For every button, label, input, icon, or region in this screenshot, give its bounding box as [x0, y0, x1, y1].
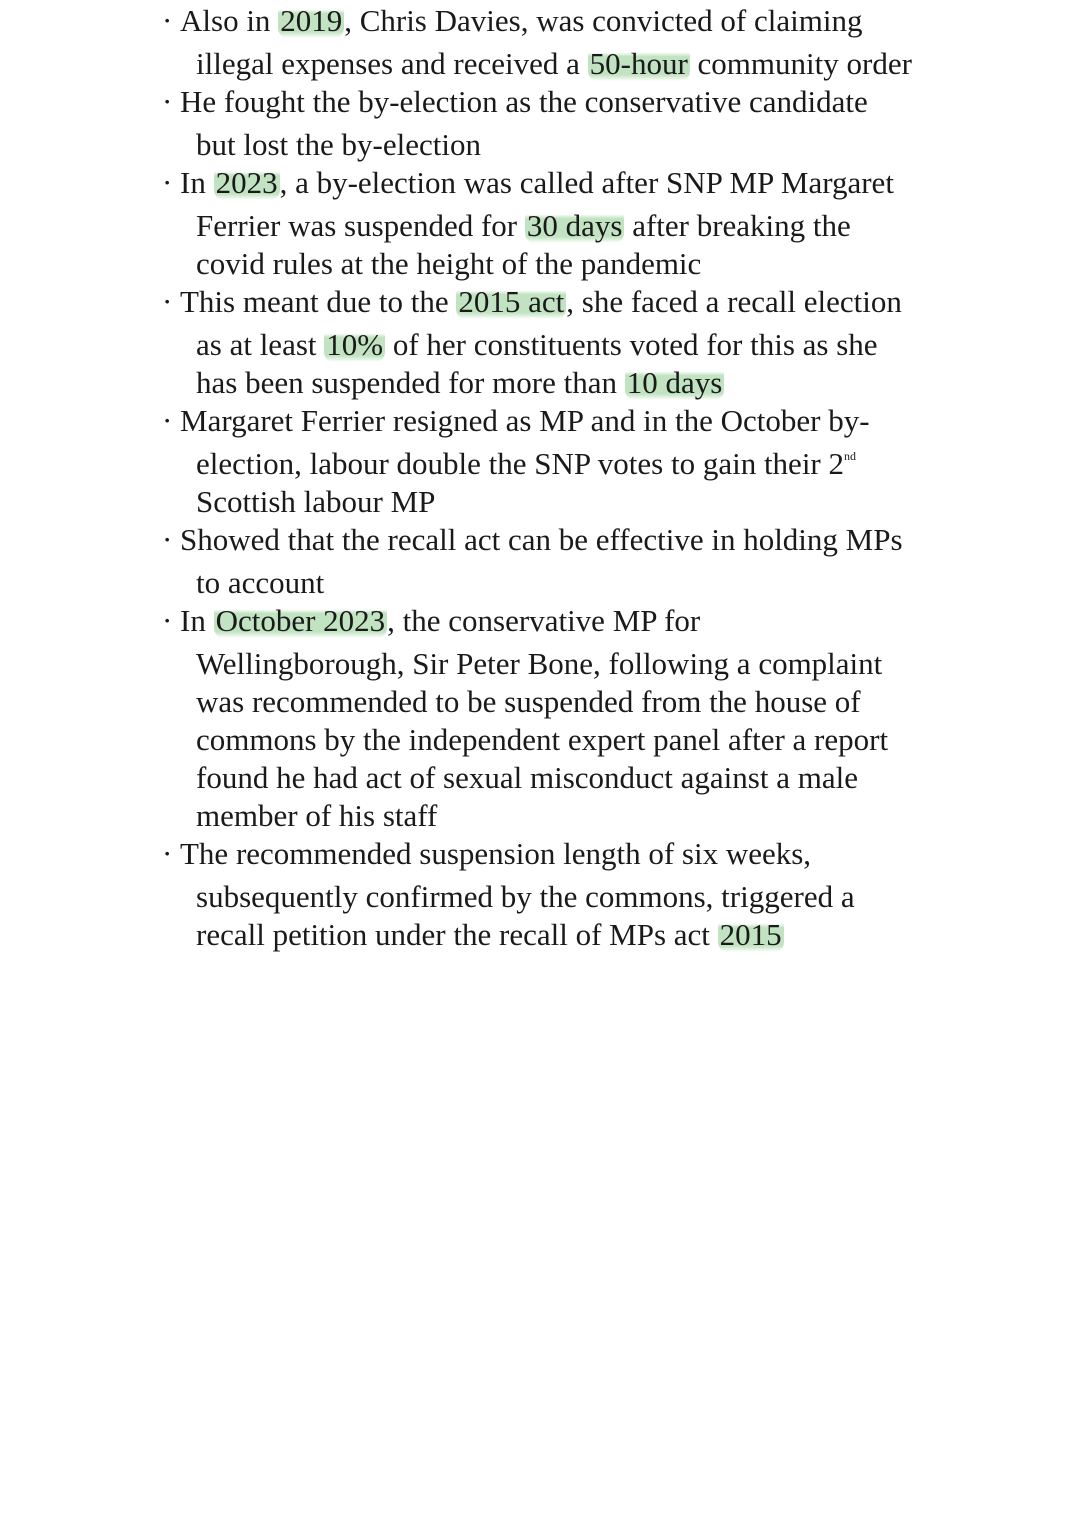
text-run: , Chris Davies, was convicted of claiming [344, 3, 863, 38]
text-run: The recommended suspension length of six weeks, [180, 836, 812, 871]
text-run: He fought the by-election as the conservative candidate [180, 84, 868, 119]
text-run: Wellingborough, Sir Peter Bone, following a complaint [196, 646, 883, 681]
bullet-line [196, 797, 962, 835]
bullet-item [162, 83, 962, 164]
bullet-list [162, 2, 962, 954]
text-run: This meant due to the [180, 284, 457, 319]
bullet-line [196, 326, 962, 364]
bullet-line [180, 402, 962, 440]
bullet-line [196, 721, 962, 759]
bullet-line [196, 207, 962, 245]
bullet-dot-icon: · [162, 165, 173, 200]
bullet-line [196, 564, 962, 602]
text-run: In [180, 603, 214, 638]
text-run: , the conservative MP for [387, 603, 701, 638]
bullet-line [196, 126, 962, 164]
highlighted-text: 2015 [719, 917, 782, 952]
bullet-line [180, 283, 962, 321]
text-run: , she faced a recall election [566, 284, 902, 319]
text-run: community order [689, 46, 912, 81]
text-run: recall petition under the recall of MPs act [196, 917, 718, 952]
bullet-dot-icon: · [162, 403, 173, 438]
highlighted-text: 2023 [215, 165, 278, 200]
bullet-line [196, 45, 962, 83]
text-run: has been suspended for more than [196, 365, 625, 400]
text-run: but lost the by-election [196, 127, 481, 162]
bullet-line [180, 164, 962, 202]
text-run: Showed that the recall act can be effective in holding MPs [180, 522, 903, 557]
highlighted-text: 10 days [626, 365, 723, 400]
bullet-line [196, 916, 962, 954]
highlighted-text: 50-hour [589, 46, 688, 81]
bullet-line [196, 245, 962, 283]
bullet-line [180, 2, 962, 40]
text-run: Ferrier was suspended for [196, 208, 525, 243]
bullet-dot-icon: · [162, 603, 173, 638]
bullet-item [162, 835, 962, 954]
bullet-item [162, 283, 962, 402]
ordinal-suffix: nd [844, 449, 857, 463]
text-run: after breaking the [624, 208, 851, 243]
text-run: covid rules at the height of the pandemic [196, 246, 702, 281]
text-run: to account [196, 565, 325, 600]
highlighted-text: 10% [326, 327, 384, 362]
bullet-dot-icon: · [162, 3, 173, 38]
text-run: In [180, 165, 214, 200]
bullet-item [162, 164, 962, 283]
highlighted-text: 30 days [526, 208, 623, 243]
bullet-line [196, 445, 962, 483]
bullet-line [180, 602, 962, 640]
bullet-line [196, 364, 962, 402]
text-run: Scottish labour MP [196, 484, 436, 519]
text-run: found he had act of sexual misconduct against a male [196, 760, 858, 795]
bullet-dot-icon: · [162, 84, 173, 119]
bullet-line [196, 759, 962, 797]
bullet-line [196, 483, 962, 521]
text-run: Also in [180, 3, 279, 38]
bullet-item [162, 2, 962, 83]
highlighted-text: October 2023 [215, 603, 386, 638]
bullet-item [162, 521, 962, 602]
highlighted-text: 2019 [280, 3, 343, 38]
text-run: , a by-election was called after SNP MP Margaret [279, 165, 894, 200]
text-run: subsequently confirmed by the commons, triggered a [196, 879, 855, 914]
bullet-line [196, 645, 962, 683]
text-run: illegal expenses and received a [196, 46, 588, 81]
bullet-item [162, 402, 962, 521]
bullet-line [196, 683, 962, 721]
bullet-line [196, 878, 962, 916]
bullet-dot-icon: · [162, 284, 173, 319]
bullet-line [180, 835, 962, 873]
text-run: member of his staff [196, 798, 438, 833]
bullet-dot-icon: · [162, 836, 173, 871]
text-run: was recommended to be suspended from the house of [196, 684, 861, 719]
text-run: election, labour double the SNP votes to gain their 2 [196, 446, 845, 481]
text-run: Margaret Ferrier resigned as MP and in the October by- [180, 403, 870, 438]
highlighted-text: 2015 act [458, 284, 565, 319]
text-run: of her constituents voted for this as she [385, 327, 878, 362]
bullet-dot-icon: · [162, 522, 173, 557]
bullet-line [180, 83, 962, 121]
bullet-line [180, 521, 962, 559]
text-run: commons by the independent expert panel after a report [196, 722, 889, 757]
text-run: as at least [196, 327, 325, 362]
bullet-item [162, 602, 962, 835]
